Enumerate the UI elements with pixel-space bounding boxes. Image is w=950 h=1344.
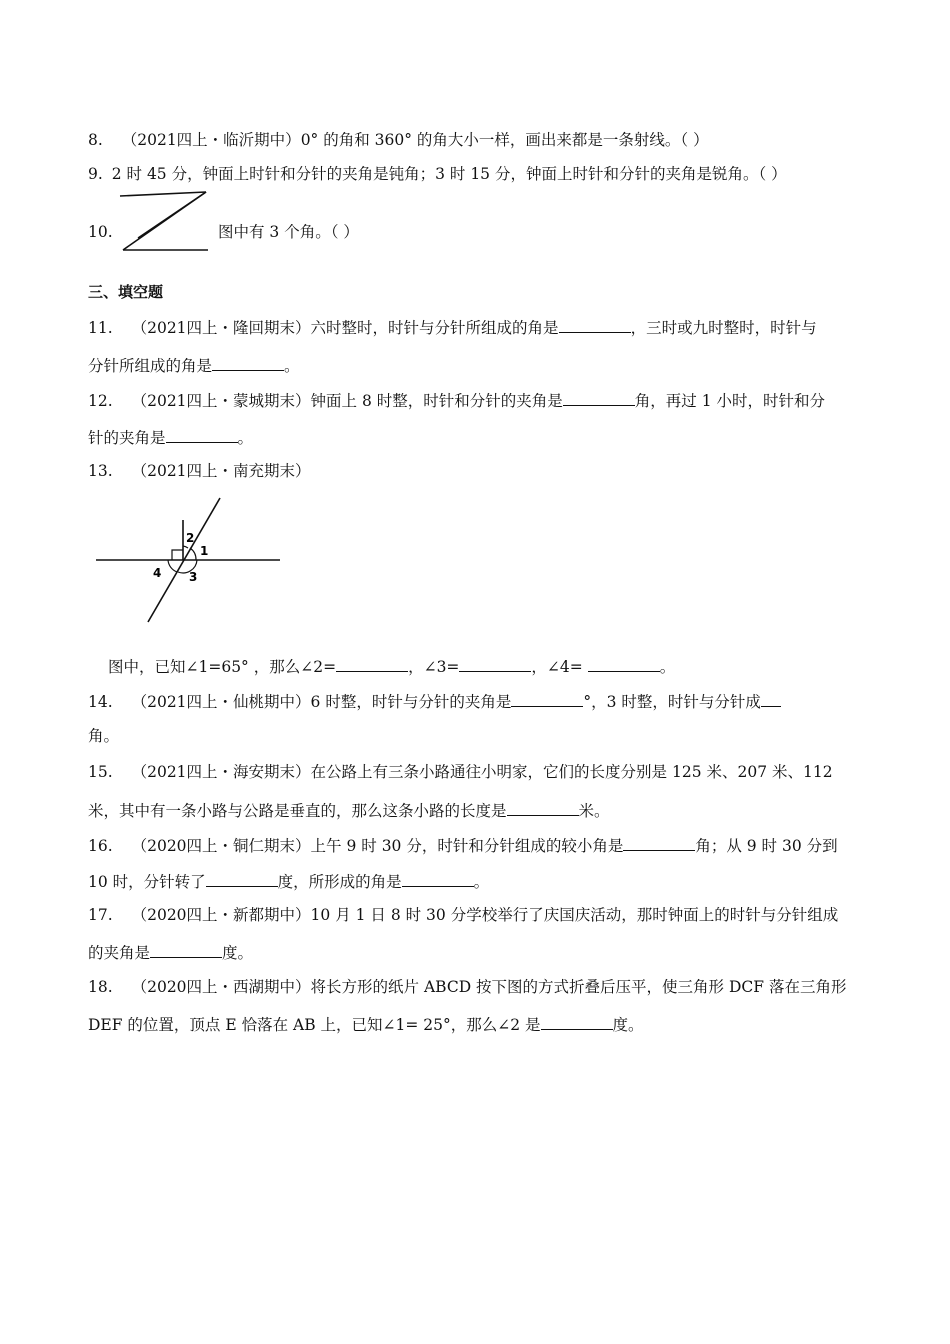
answer-blank[interactable] (559, 316, 631, 333)
section-title: 三、填空题 (88, 283, 164, 301)
question-number: 8. (88, 131, 103, 149)
question-text: 度。 (222, 944, 254, 962)
question-number: 16. (88, 837, 113, 855)
question-17-line-2 (88, 941, 253, 963)
question-text: 度，所形成的角是 (277, 873, 402, 891)
angle-label: 2 (186, 531, 195, 545)
question-text: 上午 9 时 30 分，时针和分针组成的较小角是 (310, 837, 624, 855)
question-text: 钟面上 8 时整，时针和分针的夹角是 (310, 392, 563, 410)
answer-blank[interactable] (563, 389, 635, 406)
question-text: 10 月 1 日 8 时 30 分学校举行了庆国庆活动，那时钟面上的时针与分针组成 (310, 906, 839, 924)
question-source: （2021四上・隆回期末） (131, 319, 311, 337)
answer-blank[interactable] (166, 426, 238, 443)
q10-angle-figure (118, 190, 213, 254)
question-number: 17. (88, 906, 113, 924)
question-text: 2 时 45 分，钟面上时针和分针的夹角是钝角；3 时 15 分，钟面上时针和分针的夹角是锐角。（ ） (111, 165, 787, 183)
question-text: ，三时或九时整时，时针与 (630, 319, 817, 337)
answer-blank[interactable] (623, 834, 695, 851)
answer-blank[interactable] (459, 655, 531, 672)
question-13 (88, 461, 311, 481)
question-16-line-2 (88, 870, 489, 892)
question-number: 14. (88, 693, 113, 711)
answer-blank[interactable] (511, 690, 583, 707)
question-11 (88, 316, 817, 338)
question-10 (88, 222, 113, 242)
question-number: 10. (88, 223, 113, 241)
question-text: 米，其中有一条小路与公路是垂直的，那么这条小路的长度是 (88, 802, 507, 820)
question-source: （2021四上・仙桃期中） (131, 693, 311, 711)
question-text: °，3 时整，时针与分针成 (583, 693, 761, 711)
answer-blank[interactable] (761, 690, 781, 707)
question-number: 9. (88, 165, 103, 183)
question-source: （2021四上・蒙城期末） (131, 392, 311, 410)
question-source: （2021四上・海安期末） (131, 763, 311, 781)
answer-blank[interactable] (402, 870, 474, 887)
question-text: 。 (473, 873, 490, 891)
answer-blank[interactable] (507, 799, 579, 816)
question-text: 0° 的角和 360° 的角大小一样，画出来都是一条射线。（ ） (300, 131, 709, 149)
question-number: 15. (88, 763, 113, 781)
question-source: （2020四上・西湖期中） (131, 978, 311, 996)
question-text: 角，再过 1 小时，时针和分 (634, 392, 825, 410)
question-text: ，∠4= (531, 658, 583, 676)
angle-label: 3 (189, 570, 198, 584)
question-18-line-2 (88, 1013, 644, 1035)
question-15 (88, 762, 833, 782)
question-text: 角；从 9 时 30 分到 (695, 837, 838, 855)
question-12-line-2 (88, 426, 253, 448)
question-text: 。 (659, 658, 676, 676)
question-text: 6 时整，时针与分针的夹角是 (310, 693, 512, 711)
question-number: 13. (88, 462, 113, 480)
question-13-text (108, 655, 675, 677)
question-18 (88, 977, 846, 997)
question-10-text: 图中有 3 个角。（ ） (218, 223, 359, 241)
question-number: 18. (88, 978, 113, 996)
question-number: 11. (88, 319, 113, 337)
question-text: DEF 的位置，顶点 E 恰落在 AB 上，已知∠1= 25°，那么∠2 是 (88, 1016, 541, 1034)
answer-blank[interactable] (541, 1013, 613, 1030)
question-14-line-2: 角。 (88, 727, 120, 745)
question-text: 。 (237, 429, 254, 447)
answer-blank[interactable] (588, 655, 660, 672)
question-source: （2020四上・新都期中） (131, 906, 311, 924)
question-text: ，∠3= (408, 658, 460, 676)
question-text: 图中，已知∠1=65° ，那么∠2= (108, 658, 337, 676)
question-12 (88, 389, 825, 411)
question-17 (88, 905, 838, 925)
question-9 (88, 164, 787, 184)
answer-blank[interactable] (206, 870, 278, 887)
question-text: 分针所组成的角是 (88, 357, 213, 375)
angle-label: 4 (153, 566, 162, 580)
question-text: 将长方形的纸片 ABCD 按下图的方式折叠后压平，使三角形 DCF 落在三角形 (310, 978, 847, 996)
question-text: 度。 (612, 1016, 644, 1034)
question-16 (88, 834, 838, 856)
question-14 (88, 690, 781, 712)
question-source: （2021四上・临沂期中） (121, 131, 301, 149)
question-text: 米。 (578, 802, 610, 820)
question-text: 在公路上有三条小路通往小明家，它们的长度分别是 125 米、207 米、112 (310, 763, 833, 781)
question-11-line-2 (88, 354, 300, 376)
question-text: 。 (284, 357, 300, 375)
question-text: 10 时，分针转了 (88, 873, 206, 891)
answer-blank[interactable] (150, 941, 222, 958)
question-source: （2020四上・铜仁期末） (131, 837, 311, 855)
question-text: 的夹角是 (88, 944, 151, 962)
answer-blank[interactable] (212, 354, 284, 371)
question-text: 六时整时，时针与分针所组成的角是 (310, 319, 559, 337)
question-8 (88, 130, 709, 150)
question-source: （2021四上・南充期末） (131, 462, 311, 480)
question-text: 针的夹角是 (88, 429, 166, 447)
q13-angles-figure (90, 490, 290, 630)
question-number: 12. (88, 392, 113, 410)
angle-label: 1 (200, 544, 209, 558)
question-15-line-2 (88, 799, 610, 821)
answer-blank[interactable] (336, 655, 408, 672)
